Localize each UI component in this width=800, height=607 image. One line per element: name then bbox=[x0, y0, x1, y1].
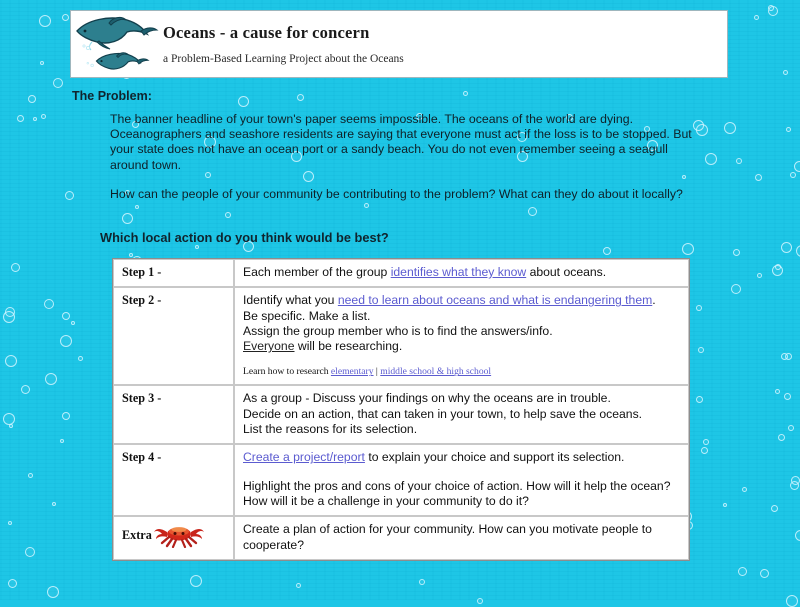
step2-line4-after: will be researching. bbox=[294, 339, 403, 354]
step4-label: Step 4 - bbox=[113, 444, 234, 516]
step4-line-2: Highlight the pros and cons of your choice of action. How will it help the ocean? bbox=[243, 478, 671, 493]
steps-table bbox=[112, 258, 690, 561]
step1-text-after: about oceans. bbox=[526, 265, 607, 279]
step2-line-1 bbox=[243, 293, 681, 308]
research-separator: | bbox=[373, 366, 381, 378]
table-row bbox=[113, 385, 689, 444]
crab-icon bbox=[153, 522, 205, 548]
table-row bbox=[113, 516, 689, 560]
step4-line-1 bbox=[243, 450, 681, 465]
page-title: Oceans - a cause for concern bbox=[163, 23, 370, 42]
step3-line-2: Decide on an action, that can taken in your town, to help save the oceans. bbox=[243, 406, 643, 421]
middle-high-school-research-link[interactable]: middle school & high school bbox=[380, 366, 492, 378]
step4-line1-after: to explain your choice and support its selection. bbox=[364, 450, 625, 465]
need-to-learn-link[interactable]: need to learn about oceans and what is endangering them bbox=[337, 293, 653, 308]
table-row bbox=[113, 259, 689, 287]
question-heading: Which local action do you think would be best? bbox=[100, 230, 389, 245]
table-row bbox=[113, 287, 689, 385]
step3-body bbox=[234, 385, 689, 444]
problem-paragraph-2: How can the people of your community be contributing to the problem? What can they do about it locally? bbox=[110, 186, 683, 201]
step1-label: Step 1 - bbox=[113, 259, 234, 287]
step3-line-3: List the reasons for its selection. bbox=[243, 422, 418, 437]
site-banner bbox=[70, 10, 728, 78]
research-note bbox=[243, 366, 681, 378]
banner-text-block bbox=[159, 11, 727, 77]
extra-line-1: Create a plan of action for your community. How can you motivate people to cooperate? bbox=[243, 522, 652, 552]
spacer bbox=[243, 466, 681, 479]
step2-body bbox=[234, 287, 689, 385]
step1-body bbox=[234, 259, 689, 287]
step2-line1-after: . bbox=[652, 293, 656, 308]
step2-line1-before: Identify what you bbox=[243, 293, 338, 308]
table-row bbox=[113, 444, 689, 516]
create-project-report-link[interactable]: Create a project/report bbox=[243, 450, 365, 465]
elementary-research-link[interactable]: elementary bbox=[330, 366, 374, 378]
everyone-link[interactable]: Everyone bbox=[243, 339, 295, 354]
problem-heading: The Problem: bbox=[72, 89, 152, 103]
step2-line-3: Assign the group member who is to find the answers/info. bbox=[243, 323, 553, 338]
problem-paragraph-1: The banner headline of your town's paper seems impossible. The oceans of the world are dying. Oceanographers and seashore residents are saying that everyone must act if the loss is to be stopped. But your state does not have an ocean port or a sandy beach. You do not even remember seeing a seagull around town. bbox=[110, 112, 692, 172]
step2-line-4 bbox=[243, 339, 681, 354]
step2-label: Step 2 - bbox=[113, 287, 234, 385]
dolphins-icon bbox=[71, 11, 159, 77]
step3-line-1: As a group - Discuss your findings on why the oceans are in trouble. bbox=[243, 391, 611, 406]
extra-body bbox=[234, 516, 689, 560]
step4-body bbox=[234, 444, 689, 516]
extra-label: Extra bbox=[122, 527, 152, 542]
identifies-what-they-know-link[interactable]: identifies what they know bbox=[390, 265, 527, 279]
problem-body bbox=[110, 112, 702, 202]
step1-text-before: Each member of the group bbox=[243, 265, 391, 279]
step2-line-2: Be specific. Make a list. bbox=[243, 308, 371, 323]
research-prefix: Learn how to research bbox=[243, 366, 331, 378]
step3-label: Step 3 - bbox=[113, 385, 234, 444]
step4-line-3: How will it be a challenge in your community to do it? bbox=[243, 493, 529, 508]
step1-text bbox=[243, 265, 681, 280]
page-subtitle: a Problem-Based Learning Project about the Oceans bbox=[163, 53, 404, 65]
extra-label-cell bbox=[113, 516, 234, 560]
